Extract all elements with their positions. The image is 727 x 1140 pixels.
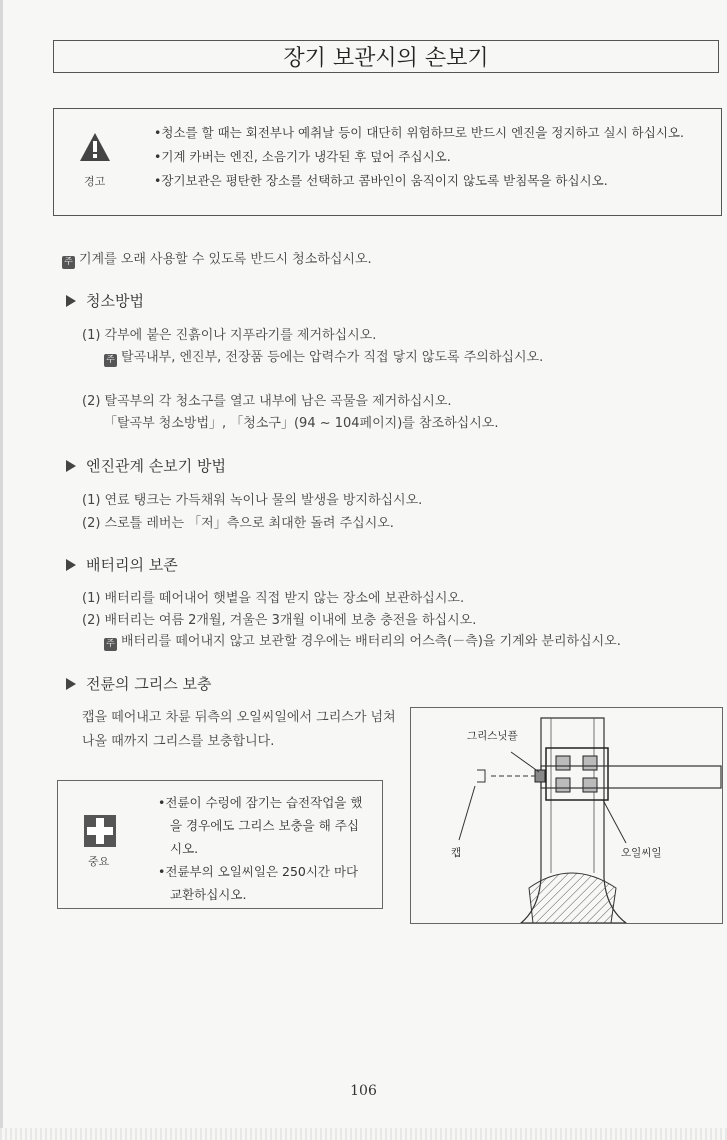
note-icon: 주 bbox=[104, 638, 117, 651]
cleaning-item-2: (2) 탈곡부의 각 청소구를 열고 내부에 남은 곡물을 제거하십시오. bbox=[82, 394, 452, 409]
battery-item-1: (1) 배터리를 떼어내어 햇볕을 직접 받지 않는 장소에 보관하십시오. bbox=[82, 591, 465, 606]
triangle-bullet-icon bbox=[66, 678, 76, 690]
triangle-bullet-icon bbox=[66, 295, 76, 307]
warning-box bbox=[53, 108, 722, 216]
page-title: 장기 보관시의 손보기 bbox=[53, 40, 719, 73]
warning-item: •청소를 할 때는 회전부나 예취날 등이 대단히 위험하므로 반드시 엔진을 정지하고 실시 하십시오. bbox=[154, 125, 684, 140]
section-heading-battery bbox=[66, 554, 178, 575]
grease-body-text: 캡을 떼어내고 차륜 뒤측의 오일씨일에서 그리스가 넘쳐 나올 때까지 그리스를 보충합니다. bbox=[82, 710, 396, 749]
warning-triangle-icon bbox=[78, 131, 112, 163]
section-heading-grease bbox=[66, 673, 211, 694]
page-number: 106 bbox=[350, 1083, 377, 1099]
warning-item: •기계 카버는 엔진, 소음기가 냉각된 후 덮어 주십시오. bbox=[154, 149, 451, 164]
wheel-hub-drawing bbox=[411, 708, 723, 924]
wheel-grease-diagram bbox=[410, 707, 723, 924]
section-heading-engine bbox=[66, 455, 226, 476]
warning-list bbox=[154, 121, 714, 193]
important-item: •전륜부의 오일씨일은 250시간 마다 교환하십시오. bbox=[158, 864, 359, 902]
important-item: •전륜이 수렁에 잠기는 습전작업을 했을 경우에도 그리스 보충을 해 주십시오. bbox=[158, 795, 363, 856]
page-edge bbox=[0, 0, 3, 1140]
important-cross-icon bbox=[84, 815, 116, 847]
important-list bbox=[158, 791, 363, 906]
note-icon: 주 bbox=[104, 354, 117, 367]
cleaning-item-1-note bbox=[104, 346, 543, 367]
battery-item-2-note bbox=[104, 630, 621, 651]
cleaning-item-2-sub: 「탈곡부 청소방법」, 「청소구」(94 ~ 104페이지)를 참조하십시오. bbox=[104, 416, 499, 431]
note-icon: 주 bbox=[62, 256, 75, 269]
label-grease-nipple: 그리스닛플 bbox=[467, 730, 518, 742]
label-oil-seal: 오일씨일 bbox=[621, 847, 662, 859]
important-box bbox=[57, 780, 383, 909]
label-cap: 캡 bbox=[451, 847, 462, 859]
cleaning-item-1: (1) 각부에 붙은 진흙이나 지푸라기를 제거하십시오. bbox=[82, 328, 377, 343]
intro-note-text: 기계를 오래 사용할 수 있도록 반드시 청소하십시오. bbox=[79, 252, 372, 267]
battery-item-2: (2) 배터리는 여름 2개월, 겨울은 3개월 이내에 보충 충전을 하십시오. bbox=[82, 613, 477, 628]
important-label: 중요 bbox=[88, 855, 110, 868]
engine-item-2: (2) 스로틀 레버는 「저」측으로 최대한 돌려 주십시오. bbox=[82, 516, 394, 531]
section-heading-text: 배터리의 보존 bbox=[86, 556, 178, 574]
warning-item: •장기보관은 평탄한 장소를 선택하고 콤바인이 움직이지 않도록 받침목을 하십시오. bbox=[154, 173, 608, 188]
warning-label: 경고 bbox=[84, 175, 106, 188]
section-heading-text: 청소방법 bbox=[86, 292, 144, 310]
engine-item-1: (1) 연료 탱크는 가득채워 녹이나 물의 발생을 방지하십시오. bbox=[82, 493, 423, 508]
section-heading-text: 전륜의 그리스 보충 bbox=[86, 675, 212, 693]
intro-note bbox=[62, 248, 372, 269]
note-text: 탈곡내부, 엔진부, 전장품 등에는 압력수가 직접 닿지 않도록 주의하십시오. bbox=[121, 350, 544, 365]
triangle-bullet-icon bbox=[66, 559, 76, 571]
section-heading-text: 엔진관계 손보기 방법 bbox=[86, 457, 226, 475]
scan-edge bbox=[0, 1128, 727, 1140]
triangle-bullet-icon bbox=[66, 460, 76, 472]
note-text: 배터리를 떼어내지 않고 보관할 경우에는 배터리의 어스측(－측)을 기계와 분리하십시오. bbox=[121, 634, 621, 649]
section-heading-cleaning bbox=[66, 290, 144, 311]
